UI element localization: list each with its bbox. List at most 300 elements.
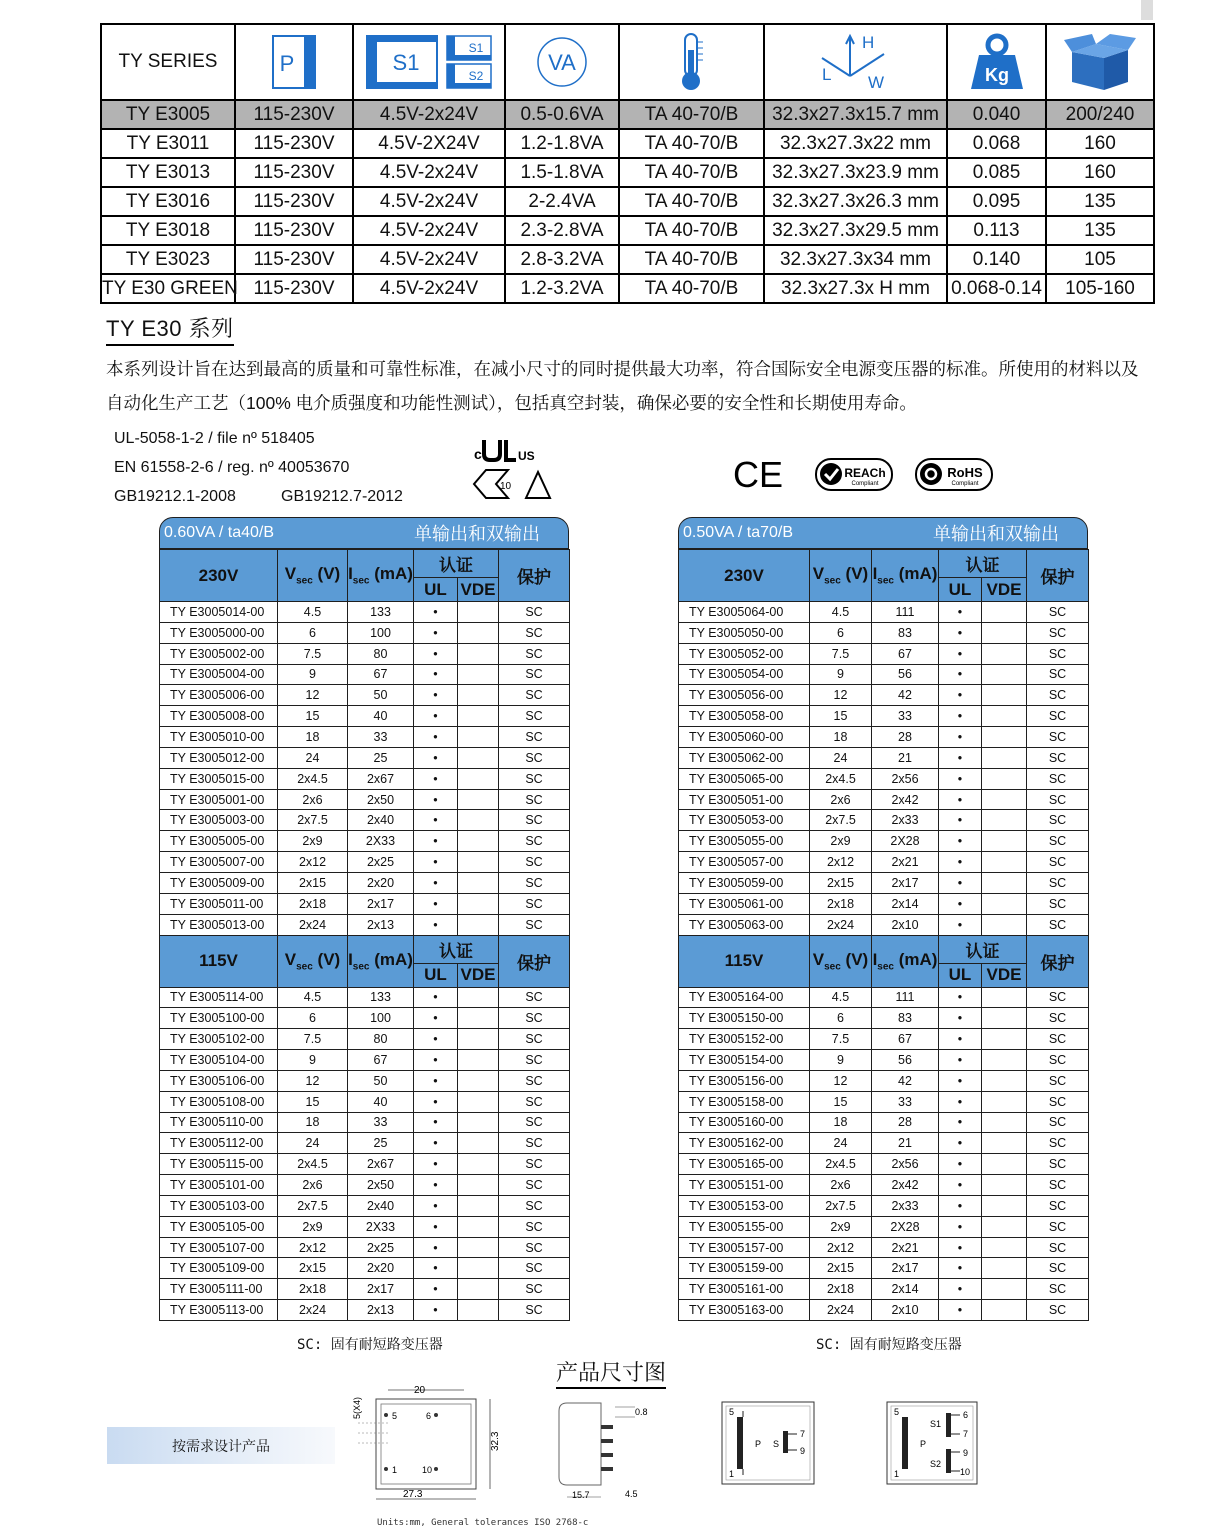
part-number: TY E3005159-00 bbox=[679, 1258, 810, 1279]
protection-value: SC bbox=[499, 1237, 570, 1258]
sch1-p-label: P bbox=[755, 1439, 762, 1449]
protection-value: SC bbox=[1027, 706, 1089, 727]
part-number: TY E3005109-00 bbox=[160, 1258, 278, 1279]
protection-value: SC bbox=[1027, 643, 1089, 664]
vde-cert-cell bbox=[982, 1279, 1027, 1300]
protection-value: SC bbox=[1027, 1133, 1089, 1154]
spec-row bbox=[679, 1258, 1089, 1279]
s2-small-label: S2 bbox=[468, 69, 484, 83]
ul-header: UL bbox=[414, 578, 458, 602]
vsec-value: 12 bbox=[810, 685, 872, 706]
vde-cert-cell bbox=[982, 747, 1027, 768]
isec-symbol: I bbox=[348, 949, 353, 969]
spec-row bbox=[679, 727, 1089, 748]
vde-cert-cell bbox=[982, 1008, 1027, 1029]
vsec-value: 24 bbox=[278, 747, 348, 768]
protection-value: SC bbox=[499, 1112, 570, 1133]
power-va-icon bbox=[535, 35, 589, 89]
ul-cert-mark: • bbox=[414, 622, 458, 643]
vde-cert-cell bbox=[982, 1175, 1027, 1196]
spec-row bbox=[160, 664, 570, 685]
isec-symbol: I bbox=[348, 564, 353, 584]
part-number: TY E3005160-00 bbox=[679, 1112, 810, 1133]
ul-cert-mark: • bbox=[414, 1216, 458, 1237]
protection-value: SC bbox=[1027, 602, 1089, 623]
primary-icon-label: P bbox=[279, 51, 295, 76]
dim-323-label: 32.3 bbox=[490, 1431, 501, 1451]
protection-value: SC bbox=[1027, 1050, 1089, 1071]
summary-cell: 32.3x27.3x H mm bbox=[764, 274, 947, 303]
protection-value: SC bbox=[499, 622, 570, 643]
ul-cert-mark: • bbox=[939, 664, 982, 685]
spec-row bbox=[160, 1279, 570, 1300]
isec-value: 56 bbox=[872, 664, 939, 685]
part-number: TY E3005100-00 bbox=[160, 1008, 278, 1029]
isec-value: 2x40 bbox=[348, 1195, 414, 1216]
vsec-value: 2x12 bbox=[278, 852, 348, 873]
vde-cert-cell bbox=[458, 1175, 499, 1196]
vde-cert-cell bbox=[458, 727, 499, 748]
spec-row bbox=[679, 602, 1089, 623]
vsec-value: 2x7.5 bbox=[810, 1195, 872, 1216]
protection-value: SC bbox=[1027, 852, 1089, 873]
isec-value: 25 bbox=[348, 1133, 414, 1154]
spec-row bbox=[160, 1216, 570, 1237]
protection-value: SC bbox=[1027, 1029, 1089, 1050]
vsec-value: 18 bbox=[810, 727, 872, 748]
summary-row bbox=[101, 216, 1154, 245]
ul-cert-mark: • bbox=[414, 1070, 458, 1091]
ul-cert-mark: • bbox=[414, 1008, 458, 1029]
vde-cert-cell bbox=[982, 893, 1027, 914]
ul-cert-mark: • bbox=[939, 1091, 982, 1112]
part-number: TY E3005060-00 bbox=[679, 727, 810, 748]
dual-secondary2-winding-icon bbox=[946, 1449, 951, 1473]
protection-value: SC bbox=[1027, 914, 1089, 935]
summary-cell: 135 bbox=[1046, 216, 1154, 245]
vde-cert-cell bbox=[982, 1133, 1027, 1154]
vde-header: VDE bbox=[982, 578, 1027, 602]
isec-value: 67 bbox=[348, 664, 414, 685]
part-number: TY E3005050-00 bbox=[679, 622, 810, 643]
spec-row bbox=[160, 1258, 570, 1279]
isec-value: 28 bbox=[872, 727, 939, 748]
summary-cell: 0.040 bbox=[947, 100, 1046, 129]
summary-cell: 2-2.4VA bbox=[505, 187, 619, 216]
vde-cert-cell bbox=[458, 852, 499, 873]
vsec-value: 2x12 bbox=[810, 1237, 872, 1258]
vde-cert-cell bbox=[458, 789, 499, 810]
part-number: TY E3005015-00 bbox=[160, 768, 278, 789]
isec-unit: (mA) bbox=[369, 949, 413, 969]
isec-value: 2x56 bbox=[872, 768, 939, 789]
dual-primary-winding-icon bbox=[902, 1417, 908, 1469]
part-number: TY E3005065-00 bbox=[679, 768, 810, 789]
ul-cert-mark: • bbox=[414, 852, 458, 873]
summary-row bbox=[101, 245, 1154, 274]
voltage-header: 230V bbox=[160, 550, 278, 602]
summary-cell: TY E3016 bbox=[101, 187, 235, 216]
dimensions-icon bbox=[816, 32, 896, 92]
isec-value: 133 bbox=[348, 602, 414, 623]
spec-header-row bbox=[160, 550, 570, 578]
protection-value: SC bbox=[499, 789, 570, 810]
part-number: TY E3005158-00 bbox=[679, 1091, 810, 1112]
vde-cert-cell bbox=[458, 664, 499, 685]
summary-cell: 115-230V bbox=[235, 245, 353, 274]
vsec-header bbox=[278, 935, 348, 987]
dual-secondary1-winding-icon bbox=[946, 1413, 951, 1437]
custom-design-button[interactable]: 按需求设计产品 bbox=[107, 1427, 335, 1464]
spec-row bbox=[679, 987, 1089, 1008]
spec-row bbox=[679, 1008, 1089, 1029]
vsec-value: 4.5 bbox=[278, 987, 348, 1008]
vsec-value: 7.5 bbox=[810, 643, 872, 664]
vsec-value: 2x9 bbox=[810, 1216, 872, 1237]
vde-header: VDE bbox=[458, 963, 499, 987]
ul-cert-mark: • bbox=[939, 685, 982, 706]
part-number: TY E3005058-00 bbox=[679, 706, 810, 727]
protection-value: SC bbox=[499, 768, 570, 789]
sch2-s1-label: S1 bbox=[930, 1419, 942, 1429]
vsec-value: 2x24 bbox=[810, 1300, 872, 1321]
vde-cert-cell bbox=[458, 872, 499, 893]
schematic-single-drawing bbox=[721, 1401, 815, 1485]
summary-row bbox=[101, 187, 1154, 216]
summary-row bbox=[101, 129, 1154, 158]
part-number: TY E3005006-00 bbox=[160, 685, 278, 706]
ce-logo bbox=[733, 454, 784, 495]
vsec-value: 6 bbox=[278, 622, 348, 643]
spec-row bbox=[160, 1175, 570, 1196]
part-number: TY E3005155-00 bbox=[679, 1216, 810, 1237]
summary-cell: 4.5V-2x24V bbox=[353, 158, 505, 187]
protection-value: SC bbox=[1027, 1175, 1089, 1196]
spec-row bbox=[679, 1175, 1089, 1196]
ul-cert-mark: • bbox=[414, 1029, 458, 1050]
part-number: TY E3005010-00 bbox=[160, 727, 278, 748]
isec-value: 2x25 bbox=[348, 852, 414, 873]
ul-cert-mark: • bbox=[939, 872, 982, 893]
ul-cert-mark: • bbox=[414, 1195, 458, 1216]
ul-cert-mark: • bbox=[414, 602, 458, 623]
isec-value: 33 bbox=[348, 1112, 414, 1133]
spec-header-row bbox=[160, 935, 570, 963]
spec-row bbox=[160, 1091, 570, 1112]
vde-cert-cell bbox=[982, 987, 1027, 1008]
spec-row bbox=[160, 602, 570, 623]
isec-value: 28 bbox=[872, 1112, 939, 1133]
spec-row bbox=[679, 1112, 1089, 1133]
protection-value: SC bbox=[1027, 1070, 1089, 1091]
summary-cell: 1.2-1.8VA bbox=[505, 129, 619, 158]
vsec-value: 18 bbox=[278, 727, 348, 748]
summary-cell: 0.095 bbox=[947, 187, 1046, 216]
part-number: TY E3005157-00 bbox=[679, 1237, 810, 1258]
ul-cert-mark: • bbox=[414, 1154, 458, 1175]
vsec-header bbox=[810, 935, 872, 987]
vsec-value: 15 bbox=[810, 1091, 872, 1112]
part-number: TY E3005055-00 bbox=[679, 831, 810, 852]
spec-row bbox=[679, 1216, 1089, 1237]
spec-row bbox=[160, 1154, 570, 1175]
dim-08-label: 0.8 bbox=[635, 1407, 648, 1417]
spec-right-grid bbox=[678, 549, 1089, 1321]
ul-cert-mark: • bbox=[939, 914, 982, 935]
protection-value: SC bbox=[1027, 768, 1089, 789]
protection-value: SC bbox=[1027, 727, 1089, 748]
vsec-value: 18 bbox=[810, 1112, 872, 1133]
vsec-symbol: V bbox=[812, 564, 825, 584]
vsec-value: 2x15 bbox=[278, 872, 348, 893]
vde-cert-cell bbox=[458, 602, 499, 623]
part-number: TY E3005151-00 bbox=[679, 1175, 810, 1196]
part-number: TY E3005152-00 bbox=[679, 1029, 810, 1050]
isec-value: 2x67 bbox=[348, 1154, 414, 1175]
summary-cell: TA 40-70/B bbox=[619, 187, 764, 216]
summary-cell: 135 bbox=[1046, 187, 1154, 216]
summary-row bbox=[101, 100, 1154, 129]
spec-row bbox=[160, 789, 570, 810]
isec-header bbox=[348, 935, 414, 987]
part-number: TY E3005108-00 bbox=[160, 1091, 278, 1112]
pin-10-label: 10 bbox=[422, 1465, 433, 1475]
protection-value: SC bbox=[1027, 987, 1089, 1008]
vsec-value: 2x12 bbox=[278, 1237, 348, 1258]
part-number: TY E3005053-00 bbox=[679, 810, 810, 831]
summary-cell: 4.5V-2x24V bbox=[353, 274, 505, 303]
spec-row bbox=[160, 1050, 570, 1071]
vde-cert-cell bbox=[458, 1070, 499, 1091]
isec-value: 2x10 bbox=[872, 914, 939, 935]
vsec-value: 24 bbox=[810, 747, 872, 768]
summary-cell: 0.068-0.14 bbox=[947, 274, 1046, 303]
protection-value: SC bbox=[1027, 810, 1089, 831]
ul-cert-mark: • bbox=[939, 643, 982, 664]
vsec-value: 4.5 bbox=[810, 602, 872, 623]
ul-cert-mark: • bbox=[939, 1300, 982, 1321]
spec-row bbox=[160, 893, 570, 914]
summary-cell: 2.3-2.8VA bbox=[505, 216, 619, 245]
cert-header: 认证 bbox=[414, 935, 499, 963]
voltage-header: 115V bbox=[679, 935, 810, 987]
part-number: TY E3005156-00 bbox=[679, 1070, 810, 1091]
summary-cell: 0.5-0.6VA bbox=[505, 100, 619, 129]
spec-row bbox=[160, 852, 570, 873]
isec-value: 2x17 bbox=[872, 872, 939, 893]
spec-left-grid bbox=[159, 549, 570, 1321]
isec-unit: (mA) bbox=[369, 564, 413, 584]
part-number: TY E3005105-00 bbox=[160, 1216, 278, 1237]
protection-value: SC bbox=[499, 643, 570, 664]
isec-value: 2x25 bbox=[348, 1237, 414, 1258]
spec-row bbox=[160, 1112, 570, 1133]
vde-number-label: 10 bbox=[500, 481, 512, 492]
isec-value: 56 bbox=[872, 1050, 939, 1071]
ul-cert-mark: • bbox=[939, 1195, 982, 1216]
vde-cert-cell bbox=[458, 1008, 499, 1029]
spec-row bbox=[160, 747, 570, 768]
spec-row bbox=[160, 810, 570, 831]
protection-value: SC bbox=[1027, 1091, 1089, 1112]
ul-cert-mark: • bbox=[414, 1300, 458, 1321]
vsec-value: 2x9 bbox=[278, 1216, 348, 1237]
isec-value: 2x17 bbox=[348, 893, 414, 914]
isec-value: 2x56 bbox=[872, 1154, 939, 1175]
vde-header: VDE bbox=[458, 578, 499, 602]
isec-value: 33 bbox=[872, 706, 939, 727]
vsec-unit: (V) bbox=[840, 949, 869, 969]
spec-row bbox=[679, 914, 1089, 935]
summary-cell: 32.3x27.3x26.3 mm bbox=[764, 187, 947, 216]
vde-cert-cell bbox=[458, 810, 499, 831]
part-number: TY E3005013-00 bbox=[160, 914, 278, 935]
part-number: TY E3005012-00 bbox=[160, 747, 278, 768]
sch2-pin5-label: 5 bbox=[894, 1407, 900, 1417]
sch1-pin5-label: 5 bbox=[729, 1407, 735, 1417]
ul-header: UL bbox=[939, 963, 982, 987]
tolerance-note: Units:mm, General tolerances ISO 2768-c bbox=[377, 1518, 589, 1528]
isec-symbol: I bbox=[872, 564, 878, 584]
cert-en-text: EN 61558-2-6 / reg. nº 40053670 bbox=[114, 459, 350, 476]
pin-1-label: 1 bbox=[392, 1465, 398, 1475]
vde-cert-cell bbox=[982, 1216, 1027, 1237]
ul-cert-mark: • bbox=[414, 893, 458, 914]
spec-row bbox=[679, 1029, 1089, 1050]
ul-cert-mark: • bbox=[939, 1008, 982, 1029]
s1-icon-label: S1 bbox=[392, 50, 420, 75]
part-number: TY E3005062-00 bbox=[679, 747, 810, 768]
protection-value: SC bbox=[1027, 1237, 1089, 1258]
isec-value: 21 bbox=[872, 1133, 939, 1154]
secondary-winding-icon bbox=[783, 1431, 788, 1453]
summary-cell: 0.085 bbox=[947, 158, 1046, 187]
isec-value: 2x13 bbox=[348, 1300, 414, 1321]
part-number: TY E3005107-00 bbox=[160, 1237, 278, 1258]
vde-cert-cell bbox=[982, 664, 1027, 685]
summary-cell: 0.068 bbox=[947, 129, 1046, 158]
ul-cert-mark: • bbox=[414, 727, 458, 748]
ul-cert-mark: • bbox=[939, 1070, 982, 1091]
protection-value: SC bbox=[499, 893, 570, 914]
sch2-pin9-label: 9 bbox=[963, 1448, 969, 1458]
vsec-value: 6 bbox=[810, 622, 872, 643]
vde-cert-cell bbox=[982, 1050, 1027, 1071]
ul-cert-mark: • bbox=[414, 1258, 458, 1279]
vsec-value: 24 bbox=[278, 1133, 348, 1154]
part-number: TY E3005052-00 bbox=[679, 643, 810, 664]
vsec-unit: (V) bbox=[312, 564, 341, 584]
vsec-subscript: sec bbox=[824, 575, 841, 587]
isec-value: 2x50 bbox=[348, 1175, 414, 1196]
isec-value: 2X33 bbox=[348, 1216, 414, 1237]
vde-cert-cell bbox=[982, 1237, 1027, 1258]
protection-value: SC bbox=[499, 664, 570, 685]
summary-cell: TA 40-70/B bbox=[619, 129, 764, 158]
vsec-value: 15 bbox=[278, 706, 348, 727]
summary-cell: 105-160 bbox=[1046, 274, 1154, 303]
sch1-s-label: S bbox=[773, 1439, 780, 1449]
ul-cert-mark: • bbox=[939, 706, 982, 727]
vde-cert-cell bbox=[982, 1070, 1027, 1091]
isec-value: 33 bbox=[348, 727, 414, 748]
package-box-icon bbox=[1064, 32, 1136, 92]
summary-cell: 4.5V-2x24V bbox=[353, 187, 505, 216]
dim-5x4-label: 5(X4) bbox=[352, 1396, 362, 1419]
spec-row bbox=[679, 1300, 1089, 1321]
spec-right-title-bar bbox=[678, 517, 1088, 549]
protection-value: SC bbox=[1027, 685, 1089, 706]
isec-value: 2x14 bbox=[872, 1279, 939, 1300]
ul-cert-mark: • bbox=[414, 1112, 458, 1133]
protection-value: SC bbox=[499, 747, 570, 768]
ul-cert-mark: • bbox=[414, 706, 458, 727]
protection-value: SC bbox=[499, 810, 570, 831]
isec-value: 2X28 bbox=[872, 831, 939, 852]
spec-row bbox=[160, 1300, 570, 1321]
spec-row bbox=[679, 664, 1089, 685]
vde-cert-cell bbox=[982, 1195, 1027, 1216]
spec-right-title: 0.50VA / ta70/B bbox=[683, 524, 794, 541]
ul-c-label: c bbox=[474, 446, 482, 462]
part-number: TY E3005061-00 bbox=[679, 893, 810, 914]
vsec-value: 12 bbox=[278, 1070, 348, 1091]
summary-cell: 0.113 bbox=[947, 216, 1046, 245]
ul-cert-mark: • bbox=[939, 1237, 982, 1258]
part-number: TY E3005051-00 bbox=[679, 789, 810, 810]
vsec-value: 2x15 bbox=[278, 1258, 348, 1279]
summary-cell: 4.5V-2x24V bbox=[353, 100, 505, 129]
ul-header: UL bbox=[414, 963, 458, 987]
dim-20-label: 20 bbox=[414, 1385, 426, 1396]
isec-value: 42 bbox=[872, 1070, 939, 1091]
vde-cert-cell bbox=[458, 1112, 499, 1133]
spec-row bbox=[160, 1070, 570, 1091]
part-number: TY E3005110-00 bbox=[160, 1112, 278, 1133]
vsec-value: 2x6 bbox=[278, 789, 348, 810]
summary-cell: TY E3011 bbox=[101, 129, 235, 158]
vsec-value: 9 bbox=[278, 664, 348, 685]
spec-right-subtitle: 单输出和双输出 bbox=[933, 524, 1059, 544]
summary-cell: 115-230V bbox=[235, 129, 353, 158]
protection-value: SC bbox=[499, 1008, 570, 1029]
isec-value: 2x21 bbox=[872, 852, 939, 873]
part-number: TY E3005154-00 bbox=[679, 1050, 810, 1071]
vsec-value: 4.5 bbox=[278, 602, 348, 623]
isec-unit: (mA) bbox=[893, 949, 938, 969]
ul-cert-mark: • bbox=[414, 1133, 458, 1154]
protection-value: SC bbox=[1027, 893, 1089, 914]
protection-value: SC bbox=[499, 727, 570, 748]
spec-row bbox=[160, 622, 570, 643]
spec-row bbox=[679, 1237, 1089, 1258]
spec-row bbox=[679, 810, 1089, 831]
isec-value: 2X33 bbox=[348, 831, 414, 852]
protection-value: SC bbox=[499, 1258, 570, 1279]
summary-cell: 200/240 bbox=[1046, 100, 1154, 129]
ul-us-label: US bbox=[518, 449, 535, 463]
isec-value: 83 bbox=[872, 1008, 939, 1029]
isec-subscript: sec bbox=[877, 961, 894, 973]
summary-cell: 4.5V-2X24V bbox=[353, 129, 505, 158]
summary-cell: TY E30 GREEN bbox=[101, 274, 235, 303]
summary-cell: 115-230V bbox=[235, 158, 353, 187]
protection-value: SC bbox=[1027, 1008, 1089, 1029]
spec-row bbox=[160, 706, 570, 727]
vde-cert-cell bbox=[982, 1258, 1027, 1279]
protection-value: SC bbox=[1027, 1216, 1089, 1237]
isec-value: 67 bbox=[872, 1029, 939, 1050]
